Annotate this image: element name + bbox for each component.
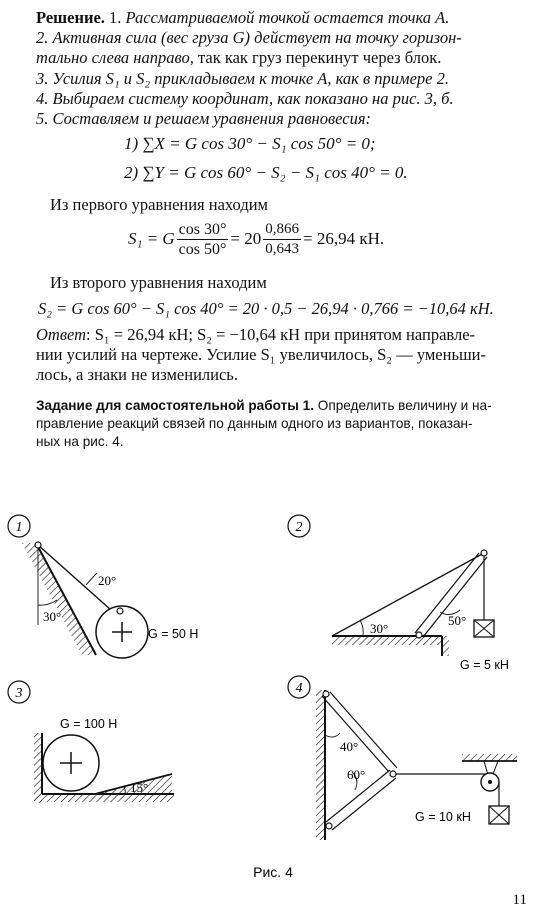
variant-4-lower-rod-b <box>332 778 396 830</box>
variant-1-diagram <box>8 515 198 658</box>
variant-4-wall-hatch <box>316 690 325 840</box>
equation-2: 2) ∑Y = G cos 60° − S₂ − S₁ cos 40° = 0. <box>124 163 408 182</box>
step3-text: 3. Усилия S₁ и S₂ прикладываем к точке A, как в примере 2. <box>36 69 449 88</box>
variant-2-ground-hatch <box>332 636 442 645</box>
answer-line2: нии усилий на чертеже. Усилие S₁ увеличилось, S₂ — уменьши- <box>36 345 486 364</box>
page-number: 11 <box>512 892 527 908</box>
variant-1-pin <box>35 542 41 548</box>
variant-1-angle-30: 30° <box>43 609 62 624</box>
step1-number: 1. <box>109 8 122 27</box>
variant-2-arc-30 <box>360 620 363 636</box>
s1-lhs: S₁ = G <box>128 229 175 248</box>
s1-numerator: cos 30° <box>178 220 227 238</box>
s1-denominator: cos 50° <box>178 240 227 258</box>
solution-heading: Решение. <box>36 8 105 27</box>
variant-4-number: 4 <box>295 681 303 696</box>
step2-line2-plain: так как груз перекинут через блок. <box>193 48 442 67</box>
figure-caption: Рис. 4 <box>253 864 293 880</box>
step4-text: 4. Выбираем систему координат, как показано на рис. 3, б. <box>36 89 454 108</box>
s1-numerator-2: 0,866 <box>263 220 301 240</box>
answer-line1-text: : S₁ = 26,94 кН; S₂ = −10,64 кН при принятом направле- <box>86 325 476 344</box>
variant-4-weight: G = 10 кН <box>415 810 471 824</box>
variant-2-weight: G = 5 кН <box>460 658 509 672</box>
variant-4-upper-rod-a <box>322 696 389 772</box>
variant-4-pulley-axle <box>488 780 492 784</box>
variant-4-lower-pin <box>326 823 332 829</box>
variant-2-rod-side-a <box>415 553 479 633</box>
s1-denominator-2: 0,643 <box>265 240 299 257</box>
variant-4-upper-pin <box>323 691 329 697</box>
variant-2-rod-base <box>416 632 422 638</box>
variant-1-number: 1 <box>15 520 23 535</box>
variant-2-angle-30: 30° <box>370 621 389 636</box>
variant-2-angle-50: 50° <box>448 613 467 628</box>
task-line1-text: Определить величину и на- <box>314 398 492 413</box>
variant-3-floor-hatch <box>34 794 174 802</box>
s1-mid: = 20 <box>230 229 262 248</box>
equation-1: 1) ∑X = G cos 30° − S₁ cos 50° = 0; <box>124 134 376 153</box>
variant-1-ball-joint <box>117 608 123 614</box>
variant-2-diagram <box>288 515 509 672</box>
variant-2-number: 2 <box>295 520 303 535</box>
variant-4-ceiling-hatch <box>462 754 517 761</box>
task-line2: правление реакций связей по данным одного из вариантов, показан- <box>36 416 473 431</box>
answer-label: Ответ <box>36 325 87 344</box>
answer-line3: лось, а знаки не изменились. <box>36 365 238 384</box>
variant-4-arc-40 <box>325 733 340 737</box>
variant-3-number: 3 <box>15 686 23 701</box>
task-heading: Задание для самостоятельной работы 1. <box>36 398 314 413</box>
variant-2-ground-edge <box>442 636 449 656</box>
from-first-text: Из первого уравнения находим <box>50 195 268 214</box>
s2-formula: S₂ = G cos 60° − S₁ cos 40° = 20 · 0,5 − 26,94 · 0,766 = −10,64 кН. <box>38 299 494 318</box>
variant-3-weight: G = 100 Н <box>60 717 118 731</box>
step1-text: Рассматриваемой точкой остается точка A. <box>125 8 450 27</box>
variant-1-arc-20 <box>86 573 97 585</box>
step5-text: 5. Составляем и решаем уравнения равновесия: <box>36 109 371 128</box>
variant-2-top-joint <box>481 550 487 556</box>
from-second-text: Из второго уравнения находим <box>50 273 267 292</box>
step2-line2-italic: тально слева направо, <box>36 48 194 67</box>
task-line3: ных на рис. 4. <box>36 434 124 449</box>
step2-line1: 2. Активная сила (вес груза G) действует на точку горизон- <box>36 28 462 47</box>
variant-4-angle-60: 60° <box>347 767 366 782</box>
s1-result: = 26,94 кН. <box>303 229 385 248</box>
variant-1-angle-20: 20° <box>98 573 117 588</box>
variant-4-upper-rod-b <box>330 692 397 768</box>
variant-3-diagram <box>8 681 174 803</box>
variant-3-angle-15: 15° <box>130 780 149 795</box>
variant-3-wall-hatch <box>34 733 42 803</box>
variant-1-wall <box>36 543 96 655</box>
variant-4-diagram <box>288 676 517 840</box>
variant-1-wall-hatch <box>22 543 96 655</box>
variant-4-node <box>390 771 396 777</box>
variant-4-angle-40: 40° <box>340 739 359 754</box>
variant-1-weight: G = 50 Н <box>148 627 199 641</box>
